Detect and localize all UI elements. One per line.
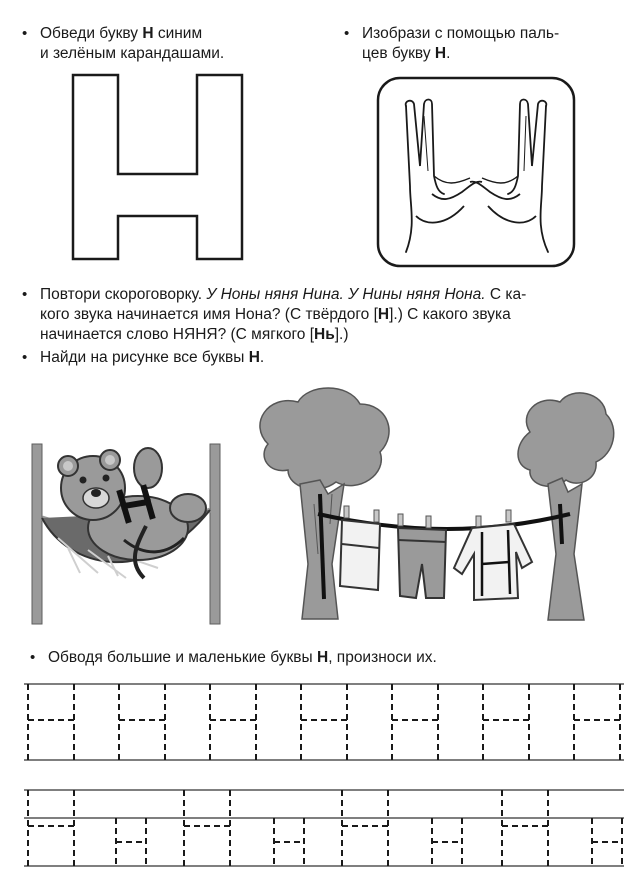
- task-text: Изобрази с помощью паль-: [362, 25, 560, 42]
- bullet: •: [22, 349, 28, 366]
- bullet: •: [22, 25, 28, 42]
- task-text: Найди на рисунке все буквы: [40, 349, 249, 366]
- big-outline-letter: [70, 72, 245, 262]
- task-tongue-twister: [22, 285, 630, 345]
- task-text: начинается слово НЯНЯ? (С мягкого [: [40, 326, 314, 343]
- sound-soft: Нь: [314, 326, 335, 343]
- tracing-capital-letter: [574, 684, 620, 760]
- task-text: , произноси их.: [328, 649, 437, 666]
- task-text: цев букву: [362, 45, 435, 62]
- tongue-twister-text: У Ноны няня Нина. У Нины няня Нона.: [206, 286, 486, 303]
- task-text: синим: [153, 25, 203, 42]
- letter-highlight: Н: [434, 45, 447, 62]
- tracing-small-letter: [274, 818, 304, 866]
- tracing-row-capital-letters: [24, 682, 624, 762]
- tracing-row-mixed-letters: [24, 788, 624, 868]
- letter-highlight: Н: [316, 649, 329, 666]
- tracing-small-letter: [116, 818, 146, 866]
- task-finger-letter: [344, 24, 560, 64]
- tracing-small-letter: [432, 818, 462, 866]
- tracing-capital-letter: [342, 790, 388, 866]
- tracing-capital-letter: [301, 684, 347, 760]
- bullet: •: [22, 286, 28, 303]
- task-text: ].): [334, 326, 349, 343]
- task-text: ].) С какого звука: [389, 306, 511, 323]
- task-text: Обведи букву: [40, 25, 143, 42]
- tracing-capital-letter: [119, 684, 165, 760]
- task-text: .: [446, 45, 451, 62]
- task-text: Обводя большие и маленькие буквы: [48, 649, 317, 666]
- letter-highlight: Н: [142, 25, 154, 42]
- task-text: и зелёным карандашами.: [40, 45, 225, 62]
- task-text: кого звука начинается имя Нона? (С твёрдого [: [40, 306, 378, 323]
- task-text: С ка-: [485, 286, 527, 303]
- tracing-capital-letter: [28, 790, 74, 866]
- sound-hard: Н: [377, 306, 390, 323]
- clothesline-picture: [248, 384, 618, 634]
- letter-highlight: Н: [248, 349, 260, 366]
- task-trace-rows: [30, 648, 437, 668]
- bullet: •: [344, 25, 350, 42]
- tracing-capital-letter: [210, 684, 256, 760]
- tracing-capital-letter: [392, 684, 438, 760]
- tracing-capital-letter: [28, 684, 74, 760]
- tracing-small-letter: [592, 818, 622, 866]
- tracing-capital-letter: [502, 790, 548, 866]
- hands-forming-letter-picture: [376, 76, 576, 268]
- task-text: .: [259, 349, 265, 366]
- bullet: •: [30, 649, 36, 666]
- task-find-letters: [22, 348, 265, 368]
- task-trace-letter: [22, 24, 225, 64]
- tracing-capital-letter: [184, 790, 230, 866]
- tracing-capital-letter: [483, 684, 529, 760]
- bear-hammock-picture: [28, 438, 228, 628]
- task-text: Повтори скороговорку.: [40, 286, 207, 303]
